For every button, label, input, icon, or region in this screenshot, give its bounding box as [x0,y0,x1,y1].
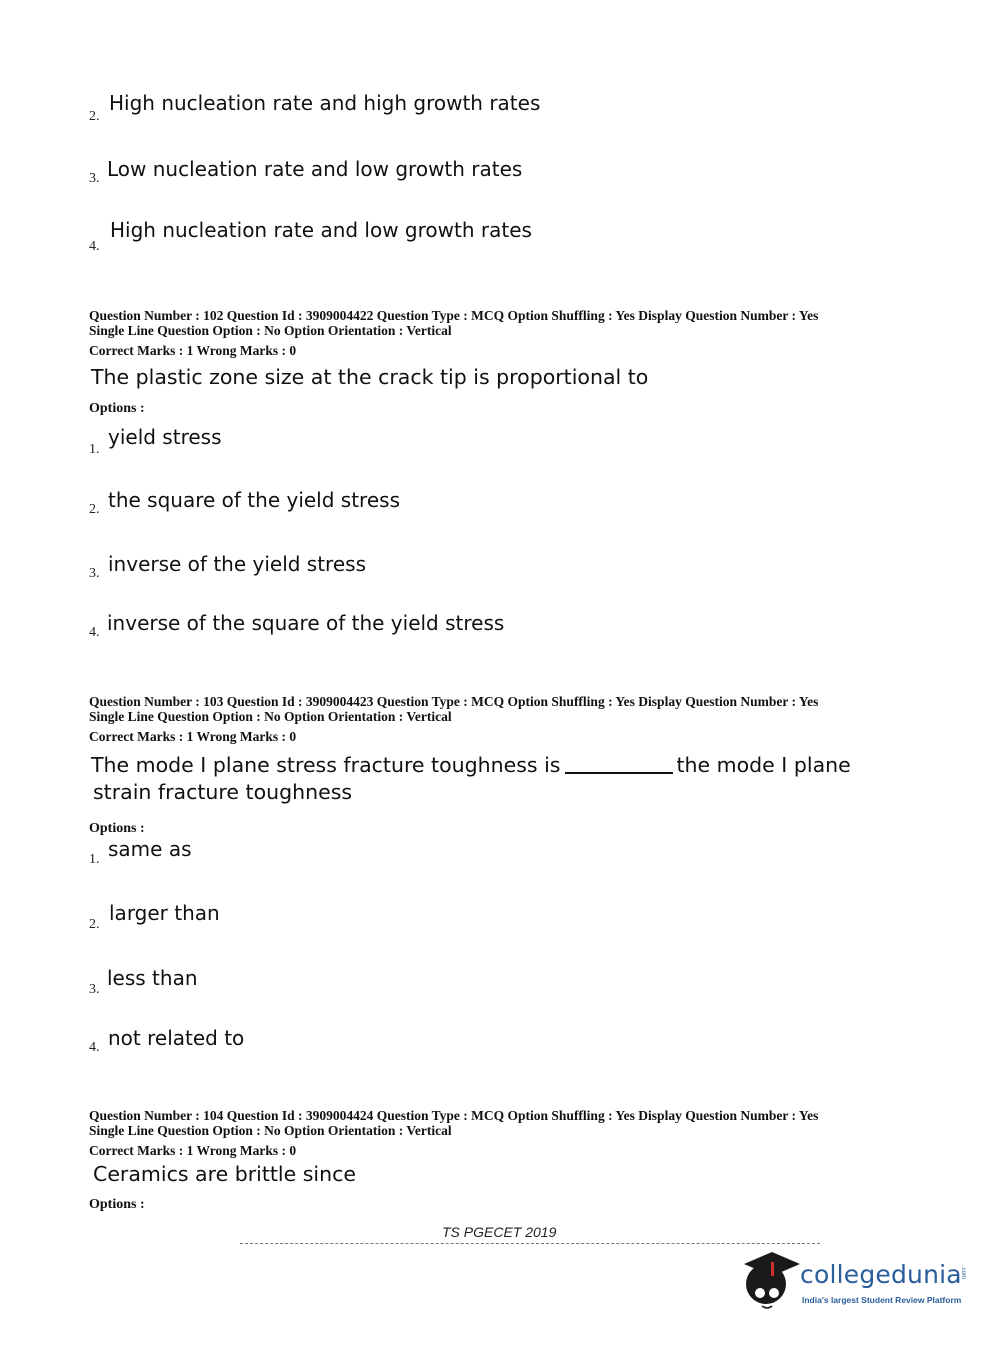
brand-name: collegedunia [800,1260,962,1289]
fill-in-blank [565,772,673,774]
option-number: 3. [89,566,100,581]
option-text: same as [108,837,192,861]
option-text: not related to [108,1026,245,1050]
option-number: 1. [89,852,100,867]
question-text-line2: strain fracture toughness [93,780,353,804]
question-marks: Correct Marks : 1 Wrong Marks : 0 [89,729,297,744]
option-text: Low nucleation rate and low growth rates [107,157,523,181]
question-meta-line2: Single Line Question Option : No Option Orientation : Vertical [89,709,452,724]
graduate-mascot-icon [738,1244,802,1314]
option-number: 2. [89,502,100,517]
options-label: Options : [89,1197,145,1212]
option-number: 4. [89,239,100,254]
option-number: 2. [89,109,100,124]
question-marks: Correct Marks : 1 Wrong Marks : 0 [89,1143,297,1158]
option-number: 4. [89,1040,100,1055]
footer-divider [240,1243,820,1246]
question-marks: Correct Marks : 1 Wrong Marks : 0 [89,343,297,358]
option-text: larger than [109,901,220,925]
options-label: Options : [89,401,145,416]
option-text: yield stress [108,425,222,449]
options-label: Options : [89,821,145,836]
question-text [91,753,851,777]
collegedunia-logo [738,1244,978,1314]
option-text: less than [107,966,198,990]
option-text: the square of the yield stress [108,488,400,512]
exam-footer: TS PGECET 2019 [442,1224,557,1240]
question-meta: Question Number : 104 Question Id : 3909004424 Question Type : MCQ Option Shuffling : Yes Display Question Number : Yes [89,1108,819,1123]
option-number: 4. [89,625,100,640]
option-text: High nucleation rate and low growth rates [110,218,532,242]
question-meta: Question Number : 103 Question Id : 3909004423 Question Type : MCQ Option Shuffling : Yes Display Question Number : Yes [89,694,819,709]
brand-suffix: .com [960,1266,966,1280]
question-text-part2: the mode I plane [676,753,851,777]
question-meta: Question Number : 102 Question Id : 3909004422 Question Type : MCQ Option Shuffling : Yes Display Question Number : Yes [89,308,819,323]
option-number: 3. [89,171,100,186]
option-text: inverse of the yield stress [108,552,366,576]
question-meta-line2: Single Line Question Option : No Option Orientation : Vertical [89,1123,452,1138]
question-text: Ceramics are brittle since [93,1162,357,1186]
option-number: 2. [89,917,100,932]
option-number: 3. [89,982,100,997]
option-text: High nucleation rate and high growth rates [109,91,541,115]
option-text: inverse of the square of the yield stress [107,611,505,635]
question-meta-line2: Single Line Question Option : No Option Orientation : Vertical [89,323,452,338]
brand-tagline: India's largest Student Review Platform [802,1295,962,1305]
question-text: The plastic zone size at the crack tip is proportional to [91,365,649,389]
option-number: 1. [89,442,100,457]
question-text-part1: The mode I plane stress fracture toughness is [91,753,561,777]
